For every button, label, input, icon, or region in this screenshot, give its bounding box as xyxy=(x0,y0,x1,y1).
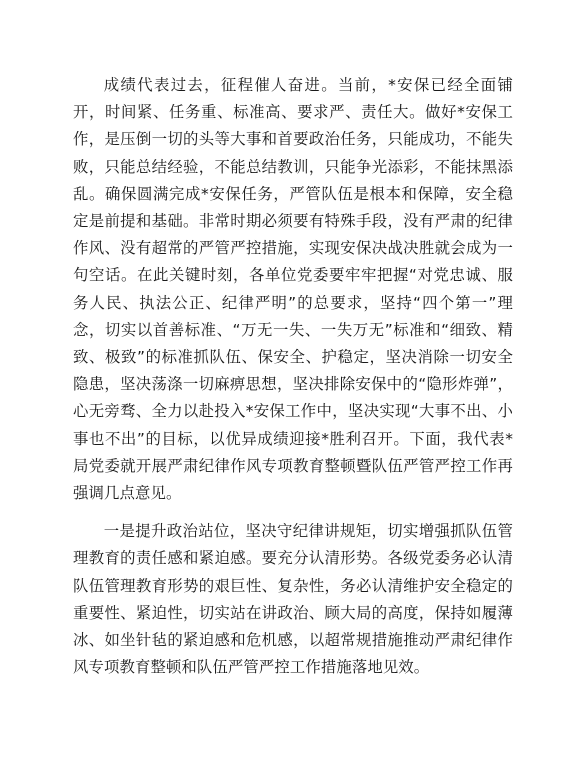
document-body xyxy=(73,72,513,681)
paragraph-intro: 成绩代表过去，征程催人奋进。当前，*安保已经全面铺开，时间紧、任务重、标准高、要求严、责任大。做好*安保工作，是压倒一切的头等大事和首要政治任务，只能成功，不能失败，只能总结经验，不能总结教训，只能争光添彩，不能抹黑添乱。确保圆满完成*安保任务，严管队伍是根本和保障，安全稳定是前提和基础。非常时期必须要有特殊手段，没有严肃的纪律作风、没有超常的严管严控措施，实现安保决战决胜就会成为一句空话。在此关键时刻，各单位党委要牢牢把握“对党忠诚、服务人民、执法公正、纪律严明”的总要求，坚持“四个第一”理念，切实以首善标准、“万无一失、一失万无”标准和“细致、精致、极致”的标准抓队伍、保安全、护稳定，坚决消除一切安全隐患，坚决荡涤一切麻痹思想，坚决排除安保中的“隐形炸弹”，心无旁骛、全力以赴投入*安保工作中，坚决实现“大事不出、小事也不出”的目标，以优异成绩迎接*胜利召开。下面，我代表*局党委就开展严肃纪律作风专项教育整顿暨队伍严管严控工作再强调几点意见。 xyxy=(73,76,513,503)
paragraph-point-one: 一是提升政治站位，坚决守纪律讲规矩，切实增强抓队伍管理教育的责任感和紧迫感。要充分认清形势。各级党委务必认清队伍管理教育形势的艰巨性、复杂性，务必认清维护安全稳定的重要性、紧迫性，切实站在讲政治、顾大局的高度，保持如履薄冰、如坐针毡的紧迫感和危机感，以超常规措施推动严肃纪律作风专项教育整顿和队伍严管严控工作措施落地见效。 xyxy=(73,522,513,677)
